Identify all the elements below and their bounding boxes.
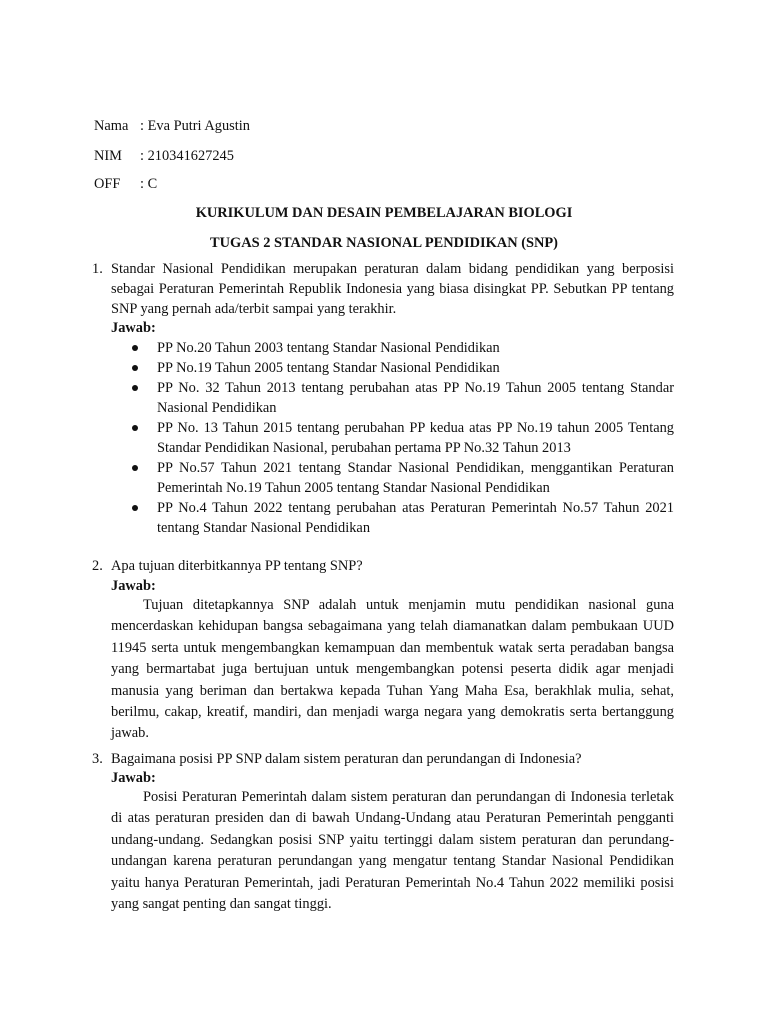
bullet-icon [132, 345, 138, 351]
list-item [111, 338, 674, 358]
question-1-text: Standar Nasional Pendidikan merupakan peraturan dalam bidang pendidikan yang berposisi sebagai Peraturan Pemerintah Republik Indonesia yang biasa disingkat PP. Sebutkan PP tentang SNP yang pernah ada/terbit sampai yang terakhir. [111, 261, 674, 317]
question-3-number: 3. [92, 751, 103, 767]
question-1-number: 1. [92, 261, 103, 277]
list-item [111, 498, 674, 538]
nim-value: : 210341627245 [140, 148, 234, 164]
list-item-text: PP No.57 Tahun 2021 tentang Standar Nasional Pendidikan, menggantikan Peraturan Pemerintah No.19 Tahun 2005 tentang Standar Nasional Pendidikan [157, 460, 674, 496]
off-label: OFF [94, 176, 121, 192]
question-3-answer: Posisi Peraturan Pemerintah dalam sistem peraturan dan perundangan di Indonesia terletak di atas peraturan presiden dan di bawah Undang-Undang atau Peraturan Pemerintah pengganti undang-undang. Sedangkan posisi SNP yaitu tertinggi dalam sistem peraturan dan perundang-undangan karena peraturan perundangan yang mengatur tentang Standar Nasional Pendidikan yaitu hanya Peraturan Pemerintah, jadi Peraturan Pemerintah No.4 Tahun 2022 memiliki posisi yang sangat penting dan sangat tinggi. [111, 789, 674, 913]
nama-label: Nama [94, 118, 129, 134]
list-item [111, 358, 674, 378]
bullet-icon [132, 425, 138, 431]
question-2-number: 2. [92, 558, 103, 574]
list-item [111, 458, 674, 498]
list-item-text: PP No.4 Tahun 2022 tentang perubahan atas Peraturan Pemerintah No.57 Tahun 2021 tentang Standar Nasional Pendidikan [157, 500, 674, 536]
list-item-text: PP No. 13 Tahun 2015 tentang perubahan PP kedua atas PP No.19 tahun 2005 Tentang Standar Pendidikan Nasional, perubahan pertama PP No.32 Tahun 2013 [157, 420, 674, 456]
off-value: : C [140, 176, 158, 192]
bullet-icon [132, 505, 138, 511]
list-item-text: PP No.19 Tahun 2005 tentang Standar Nasional Pendidikan [157, 360, 500, 376]
question-3-answer-label: Jawab: [111, 770, 156, 786]
list-item [111, 418, 674, 458]
identity-row-nim [94, 147, 394, 165]
bullet-icon [132, 465, 138, 471]
document-title: KURIKULUM DAN DESAIN PEMBELAJARAN BIOLOGI [195, 205, 573, 221]
nama-value: : Eva Putri Agustin [140, 118, 250, 134]
list-item [111, 378, 674, 418]
question-2-answer-label: Jawab: [111, 578, 156, 594]
question-3-text: Bagaimana posisi PP SNP dalam sistem peraturan dan perundangan di Indonesia? [111, 751, 582, 767]
nim-label: NIM [94, 148, 122, 164]
question-1-bullet-list [111, 338, 674, 538]
identity-row-nama [94, 117, 394, 135]
identity-row-off [94, 175, 394, 193]
question-2-text: Apa tujuan diterbitkannya PP tentang SNP? [111, 558, 363, 574]
list-item-text: PP No. 32 Tahun 2013 tentang perubahan atas PP No.19 Tahun 2005 tentang Standar Nasional Pendidikan [157, 380, 674, 416]
list-item-text: PP No.20 Tahun 2003 tentang Standar Nasional Pendidikan [157, 340, 500, 356]
bullet-icon [132, 385, 138, 391]
question-1-answer-label: Jawab: [111, 320, 156, 336]
bullet-icon [132, 365, 138, 371]
document-subtitle: TUGAS 2 STANDAR NASIONAL PENDIDIKAN (SNP) [210, 235, 558, 251]
question-2-answer: Tujuan ditetapkannya SNP adalah untuk menjamin mutu pendidikan nasional guna mencerdaskan kehidupan bangsa sebagaimana yang telah diamanatkan dalam pembukaan UUD 11945 serta untuk mengembangkan kemampuan dan membentuk watak serta peradaban bangsa yang bermartabat juga bertujuan untuk mengembangkan potensi peserta didik agar menjadi manusia yang beriman dan bertakwa kepada Tuhan Yang Maha Esa, berakhlak mulia, sehat, berilmu, cakap, kreatif, mandiri, dan menjadi warga negara yang demokratis serta bertanggung jawab. [111, 597, 674, 742]
